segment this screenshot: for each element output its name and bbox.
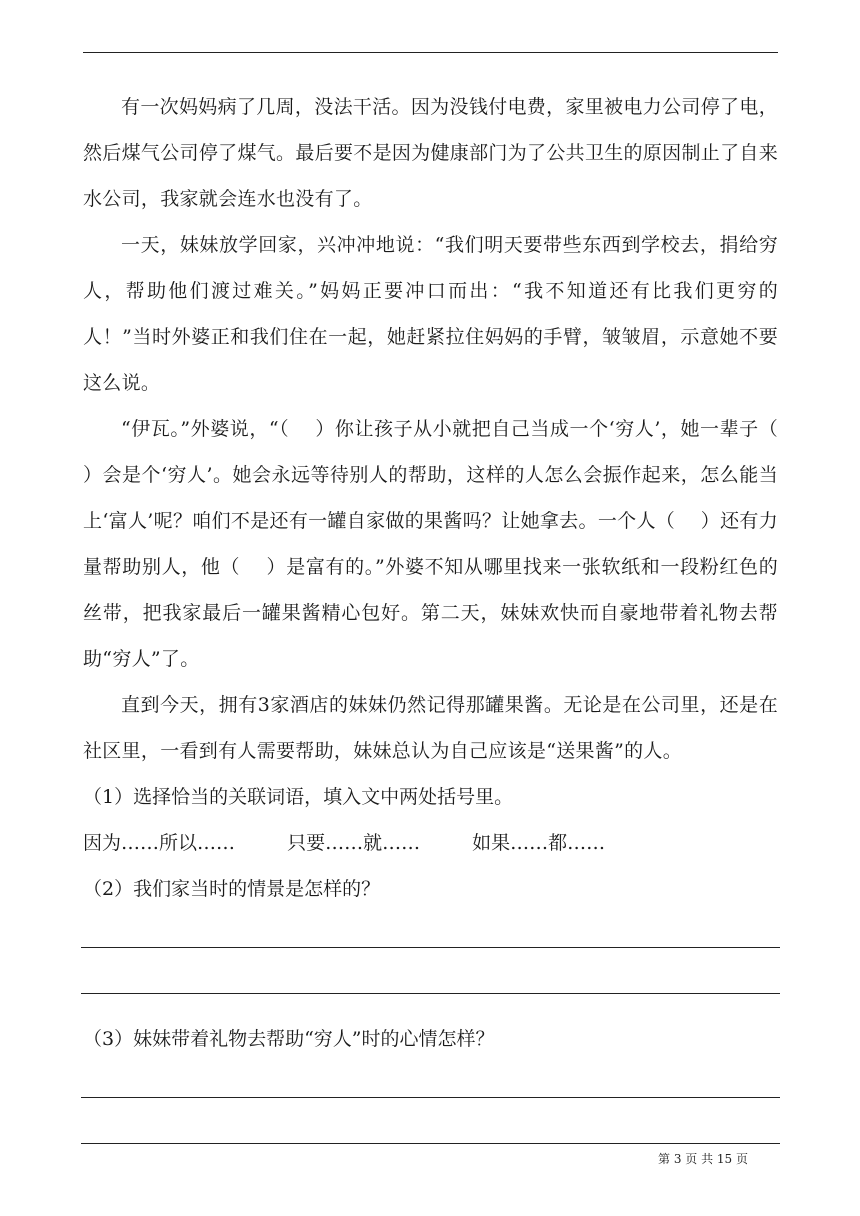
passage-paragraph-2: 一天，妹妹放学回家，兴冲冲地说：“我们明天要带些东西到学校去，捐给穷人，帮助他们渡过难关。”妈妈正要冲口而出：“我不知道还有比我们更穷的人！”当时外婆正和我们住在一起，她赶紧拉住妈妈的手臂，皱皱眉，示意她不要这么说。 — [83, 234, 778, 394]
option-1: 因为……所以…… — [83, 832, 236, 854]
answer-line-q3-1[interactable] — [83, 1062, 778, 1108]
answer-line-q2-1[interactable] — [83, 912, 778, 958]
question-2: （2）我们家当时的情景是怎样的？ — [83, 878, 381, 900]
page-number: 第 3 页 共 15 页 — [658, 1152, 748, 1166]
passage-paragraph-3: “伊瓦。”外婆说，“（ ）你让孩子从小就把自己当成一个‘穷人’，她一辈子（ ）会是个‘穷人’。她会永远等待别人的帮助，这样的人怎么会振作起来，怎么能当上‘富人’呢？咱们不是还有一罐自家做的果酱吗？让她拿去。一个人（ ）还有力量帮助别人，他（ ）是富有的。”外婆不知从哪里找来一张软纸和一段粉红色的丝带，把我家最后一罐果酱精心包好。第二天，妹妹欢快而自豪地带着礼物去帮助“穷人”了。 — [83, 418, 804, 670]
question-3: （3）妹妹带着礼物去帮助“穷人”时的心情怎样？ — [83, 1028, 495, 1050]
page-content — [83, 84, 804, 1154]
option-3: 如果……都…… — [472, 832, 606, 854]
answer-line-q3-2[interactable] — [83, 1108, 778, 1154]
question-1-options — [83, 820, 778, 866]
question-1: （1）选择恰当的关联词语，填入文中两处括号里。 — [83, 786, 514, 808]
option-2: 只要……就…… — [287, 832, 421, 854]
passage-paragraph-1: 有一次妈妈病了几周，没法干活。因为没钱付电费，家里被电力公司停了电，然后煤气公司停了煤气。最后要不是因为健康部门为了公共卫生的原因制止了自来水公司，我家就会连水也没有了。 — [83, 96, 778, 210]
passage-paragraph-4: 直到今天，拥有3家酒店的妹妹仍然记得那罐果酱。无论是在公司里，还是在社区里，一看到有人需要帮助，妹妹总认为自己应该是“送果酱”的人。 — [83, 694, 778, 762]
answer-line-q2-2[interactable] — [83, 958, 778, 1004]
header-rule — [83, 52, 778, 53]
